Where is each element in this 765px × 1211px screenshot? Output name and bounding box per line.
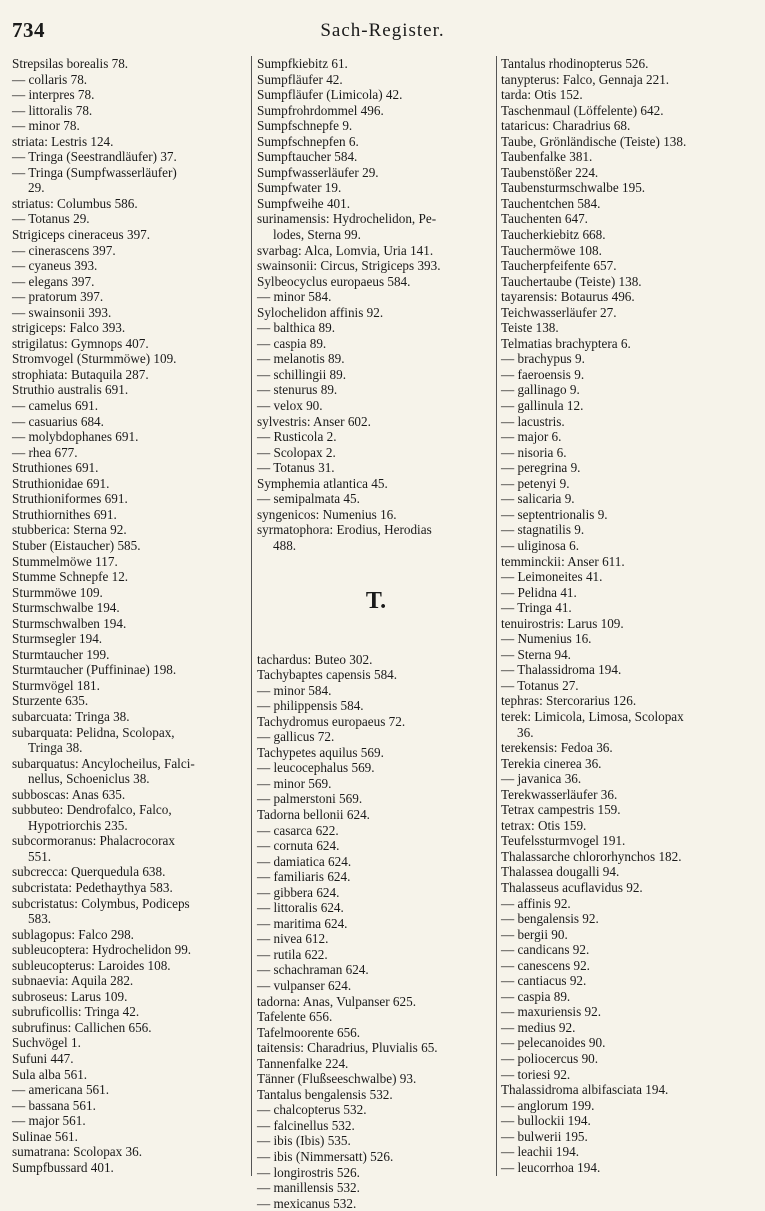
index-entry: — philippensis 584. xyxy=(257,698,364,714)
index-entry: Taucherpfeifente 657. xyxy=(501,258,617,274)
index-entry: — brachypus 9. xyxy=(501,351,585,367)
index-entry: Sturmmöwe 109. xyxy=(12,584,103,600)
index-entry: Stuber (Eistaucher) 585. xyxy=(12,537,141,553)
index-entry: — candicans 92. xyxy=(501,942,590,958)
index-entry-continuation: 551. xyxy=(28,848,52,864)
index-entry: — ibis (Nimmersatt) 526. xyxy=(257,1149,394,1164)
index-entry: Thalassea dougalli 94. xyxy=(501,864,620,880)
index-column-1 xyxy=(12,56,252,1192)
index-entry: — pratorum 397. xyxy=(12,289,104,305)
page-number: 734 xyxy=(12,18,45,42)
section-letter: T. xyxy=(365,587,387,614)
index-entry: Sturmvögel 181. xyxy=(12,677,100,693)
index-entry: Stummelmöwe 117. xyxy=(12,553,118,569)
index-entry: — camelus 691. xyxy=(12,398,99,414)
index-entry: taitensis: Charadrius, Pluvialis 65. xyxy=(257,1040,438,1056)
index-entry: Terekia cinerea 36. xyxy=(501,755,602,771)
index-entry: — maritima 624. xyxy=(257,915,348,931)
index-entry-continuation: Tringa 38. xyxy=(28,740,83,756)
index-entry: — Tringa (Seestrandläufer) 37. xyxy=(12,149,177,165)
index-entry: Tauchentchen 584. xyxy=(501,195,601,211)
index-entry-continuation: nellus, Schoeniclus 38. xyxy=(28,771,150,787)
index-entry: — gallinago 9. xyxy=(501,382,580,398)
index-entry: — bengalensis 92. xyxy=(501,911,599,927)
index-entry: Tachybaptes capensis 584. xyxy=(257,667,398,683)
index-entry: — vulpanser 624. xyxy=(257,977,352,993)
index-entry: Sumpftaucher 584. xyxy=(257,149,358,165)
index-entry: — longirostris 526. xyxy=(257,1164,360,1180)
index-entry: — poliocercus 90. xyxy=(501,1051,599,1066)
index-entry: — schillingii 89. xyxy=(257,366,347,382)
index-entry: — leachii 194. xyxy=(501,1144,580,1160)
index-entry: — semipalmata 45. xyxy=(257,491,360,507)
index-column-2 xyxy=(257,56,495,1211)
index-entry: tanypterus: Falco, Gennaja 221. xyxy=(501,71,670,87)
index-entry: — uliginosa 6. xyxy=(501,537,580,553)
index-entry: Tauchertaube (Teiste) 138. xyxy=(501,273,642,289)
index-entry: — Numenius 16. xyxy=(501,631,592,647)
index-entry: — cornuta 624. xyxy=(257,838,340,854)
index-entry: Tannenfalke 224. xyxy=(257,1055,349,1071)
index-entry: striatus: Columbus 586. xyxy=(12,195,138,211)
index-entry: — gibbera 624. xyxy=(257,884,340,900)
index-entry: Teiste 138. xyxy=(501,320,559,336)
index-entry: sylvestris: Anser 602. xyxy=(257,413,371,429)
index-entry: Sturzente 635. xyxy=(12,693,89,709)
index-entry: — bullockii 194. xyxy=(501,1113,591,1129)
index-entry: — canescens 92. xyxy=(501,957,590,973)
index-entry: — Leimoneites 41. xyxy=(501,569,603,585)
running-head: Sach-Register. xyxy=(320,20,445,41)
index-entry: — leucocephalus 569. xyxy=(257,760,375,776)
index-entry: — stenurus 89. xyxy=(257,382,338,398)
index-entry: Sturmtaucher (Puffininae) 198. xyxy=(12,662,177,678)
index-entry: — nisoria 6. xyxy=(501,444,567,460)
index-entry: — caspia 89. xyxy=(257,335,327,351)
index-entry: Symphemia atlantica 45. xyxy=(257,475,388,491)
index-entry: Struthiornithes 691. xyxy=(12,506,117,522)
index-entry: — minor 584. xyxy=(257,289,332,305)
index-entry: — Rusticola 2. xyxy=(257,429,337,445)
index-entry: Sula alba 561. xyxy=(12,1066,88,1082)
index-entry: Struthionidae 691. xyxy=(12,475,110,491)
index-entry: tarda: Otis 152. xyxy=(501,87,583,103)
index-entry: Stumme Schnepfe 12. xyxy=(12,569,129,585)
index-entry: subcormoranus: Phalacrocorax xyxy=(12,833,175,849)
index-entry: Struthio australis 691. xyxy=(12,382,129,398)
index-entry: — falcinellus 532. xyxy=(257,1117,355,1133)
index-entry: strigilatus: Gymnops 407. xyxy=(12,335,149,351)
index-entry: Taschenmaul (Löffelente) 642. xyxy=(501,102,664,118)
index-entry-continuation: 488. xyxy=(273,537,297,553)
index-entry: subboscas: Anas 635. xyxy=(12,786,126,802)
index-entry: — petenyi 9. xyxy=(501,475,570,491)
index-entry: Tachypetes aquilus 569. xyxy=(257,744,384,760)
index-entry: — javanica 36. xyxy=(501,771,582,787)
index-entry: — minor 78. xyxy=(12,118,80,134)
index-entry: Sumpfläufer (Limicola) 42. xyxy=(257,87,403,103)
index-entry-continuation: 29. xyxy=(28,180,45,196)
index-entry: sublagopus: Falco 298. xyxy=(12,926,134,942)
index-entry: tayarensis: Botaurus 496. xyxy=(501,289,635,305)
index-entry: Thalassidroma albifasciata 194. xyxy=(501,1082,669,1098)
index-entry-continuation: Hypotriorchis 235. xyxy=(28,817,128,833)
index-entry: — bassana 561. xyxy=(12,1097,96,1113)
index-entry: subarquata: Pelidna, Scolopax, xyxy=(12,724,175,740)
index-entry: — rutila 622. xyxy=(257,946,328,962)
index-entry: — Totanus 29. xyxy=(12,211,90,227)
index-entry: Sumpfschnepfe 9. xyxy=(257,118,353,134)
column-divider xyxy=(496,56,497,1176)
index-entry: — collaris 78. xyxy=(12,71,88,87)
index-entry: Tafelente 656. xyxy=(257,1009,333,1025)
index-entry: — elegans 397. xyxy=(12,273,95,289)
index-entry: — leucorrhoa 194. xyxy=(501,1159,601,1175)
index-entry: Sumpfrohrdommel 496. xyxy=(257,102,384,118)
index-entry: Sumpfweihe 401. xyxy=(257,195,351,211)
index-entry: Taubenfalke 381. xyxy=(501,149,593,165)
index-entry: tenuirostris: Larus 109. xyxy=(501,615,624,631)
index-entry: sumatrana: Scolopax 36. xyxy=(12,1144,143,1160)
index-entry: Strigiceps cineraceus 397. xyxy=(12,227,151,243)
index-entry: subbuteo: Dendrofalco, Falco, xyxy=(12,802,172,818)
index-entry: — maxuriensis 92. xyxy=(501,1004,601,1020)
index-entry: — caspia 89. xyxy=(501,988,571,1004)
index-entry: Tadorna bellonii 624. xyxy=(257,806,370,822)
index-entry: syrmatophora: Erodius, Herodias xyxy=(257,522,432,538)
index-entry: — Sterna 94. xyxy=(501,646,571,662)
index-entry: — gallinula 12. xyxy=(501,398,584,414)
index-entry: — casuarius 684. xyxy=(12,413,104,429)
index-entry: — Scolopax 2. xyxy=(257,444,336,460)
index-entry: strophiata: Butaquila 287. xyxy=(12,366,149,382)
index-entry: subroseus: Larus 109. xyxy=(12,988,128,1004)
index-entry: — balthica 89. xyxy=(257,320,336,336)
index-entry: — cinerascens 397. xyxy=(12,242,116,258)
index-entry: — Pelidna 41. xyxy=(501,584,577,600)
index-entry: Teufelssturmvogel 191. xyxy=(501,833,626,849)
index-entry: svarbag: Alca, Lomvia, Uria 141. xyxy=(257,242,434,258)
index-entry: — stagnatilis 9. xyxy=(501,522,585,538)
index-entry: Sulinae 561. xyxy=(12,1128,78,1144)
index-entry: subcristata: Pedethaythya 583. xyxy=(12,879,173,895)
index-entry: — Tringa 41. xyxy=(501,600,572,616)
index-entry: subarcuata: Tringa 38. xyxy=(12,708,130,724)
index-entry: — faeroensis 9. xyxy=(501,366,585,382)
index-entry: subruficollis: Tringa 42. xyxy=(12,1004,140,1020)
index-entry: — littoralis 78. xyxy=(12,102,93,118)
index-entry: Taubensturmschwalbe 195. xyxy=(501,180,646,196)
index-entry: Tetrax campestris 159. xyxy=(501,802,621,818)
index-entry-continuation: lodes, Sterna 99. xyxy=(273,227,361,243)
index-entry: — salicaria 9. xyxy=(501,491,575,507)
index-entry: — chalcopterus 532. xyxy=(257,1102,367,1118)
index-entry: terek: Limicola, Limosa, Scolopax xyxy=(501,708,684,724)
index-entry: tataricus: Charadrius 68. xyxy=(501,118,631,134)
index-entry: Tänner (Flußseeschwalbe) 93. xyxy=(257,1071,417,1087)
index-entry: Suchvögel 1. xyxy=(12,1035,81,1051)
index-entry: — damiatica 624. xyxy=(257,853,352,869)
index-entry: Tauchenten 647. xyxy=(501,211,588,227)
index-entry: — anglorum 199. xyxy=(501,1097,595,1113)
index-entry: — bulwerii 195. xyxy=(501,1128,588,1144)
index-entry: Tantalus rhodinopterus 526. xyxy=(501,56,649,71)
index-entry: — cantiacus 92. xyxy=(501,973,587,989)
index-entry: Taucherkiebitz 668. xyxy=(501,227,606,243)
index-entry: Struthioniformes 691. xyxy=(12,491,128,507)
index-entry: Sumpfwasserläufer 29. xyxy=(257,164,379,180)
index-column-3 xyxy=(501,56,759,1192)
page-header xyxy=(0,18,765,48)
index-entry: — swainsonii 393. xyxy=(12,304,112,320)
index-entry: Sufuni 447. xyxy=(12,1051,74,1066)
index-entry: Sumpfschnepfen 6. xyxy=(257,133,359,149)
index-entry: subrufinus: Callichen 656. xyxy=(12,1019,152,1035)
index-entry: surinamensis: Hydrochelidon, Pe- xyxy=(257,211,437,227)
index-entry: — mexicanus 532. xyxy=(257,1195,357,1211)
index-entry: Sturmsegler 194. xyxy=(12,631,103,647)
index-entry: Sylochelidon affinis 92. xyxy=(257,304,384,320)
index-entry: subcrecca: Querquedula 638. xyxy=(12,864,166,880)
index-entry: — affinis 92. xyxy=(501,895,571,911)
index-entry: terekensis: Fedoa 36. xyxy=(501,740,613,756)
index-entry: — gallicus 72. xyxy=(257,729,335,745)
index-entry: Telmatias brachyptera 6. xyxy=(501,335,631,351)
index-entry: — minor 569. xyxy=(257,775,332,791)
index-entry: — manillensis 532. xyxy=(257,1180,360,1196)
index-entry: — lacustris. xyxy=(501,413,565,429)
index-entry: subleucopterus: Laroides 108. xyxy=(12,957,171,973)
index-entry: subnaevia: Aquila 282. xyxy=(12,973,134,989)
index-entry: subarquatus: Ancylocheilus, Falci- xyxy=(12,755,195,771)
index-entry: — cyaneus 393. xyxy=(12,258,98,274)
index-entry: — minor 584. xyxy=(257,682,332,698)
index-entry: — bergii 90. xyxy=(501,926,568,942)
index-entry: Sumpfläufer 42. xyxy=(257,71,343,87)
index-entry: Sturmtaucher 199. xyxy=(12,646,110,662)
index-entry: — septentrionalis 9. xyxy=(501,506,608,522)
index-entry: — Tringa (Sumpfwasserläufer) xyxy=(12,164,177,180)
index-entry: — Totanus 31. xyxy=(257,460,335,476)
index-entry: — molybdophanes 691. xyxy=(12,429,139,445)
index-entry: — major 6. xyxy=(501,429,562,445)
index-entry: Strepsilas borealis 78. xyxy=(12,56,129,71)
index-entry: Sumpfwater 19. xyxy=(257,180,342,196)
index-entry: Tafelmoorente 656. xyxy=(257,1024,361,1040)
index-entry: Sturmschwalben 194. xyxy=(12,615,127,631)
index-entry: tetrax: Otis 159. xyxy=(501,817,587,833)
index-entry: swainsonii: Circus, Strigiceps 393. xyxy=(257,258,441,274)
index-entry: Sumpfbussard 401. xyxy=(12,1159,114,1175)
index-entry: — palmerstoni 569. xyxy=(257,791,363,807)
index-entry: Sylbeocyclus europaeus 584. xyxy=(257,273,411,289)
index-entry: subcristatus: Colymbus, Podiceps xyxy=(12,895,190,911)
index-entry-continuation: 36. xyxy=(517,724,534,740)
index-entry: — americana 561. xyxy=(12,1082,110,1098)
index-entry: Sturmschwalbe 194. xyxy=(12,600,120,616)
index-entry: tachardus: Buteo 302. xyxy=(257,651,373,667)
index-entry: Tachydromus europaeus 72. xyxy=(257,713,406,729)
index-entry: — velox 90. xyxy=(257,398,323,414)
index-entry: temminckii: Anser 611. xyxy=(501,553,625,569)
index-entry: — pelecanoides 90. xyxy=(501,1035,606,1051)
index-entry: — rhea 677. xyxy=(12,444,78,460)
index-entry: Taubenstößer 224. xyxy=(501,164,599,180)
index-entry: Taube, Grönländische (Teiste) 138. xyxy=(501,133,687,149)
index-entry: Thalasseus acuflavidus 92. xyxy=(501,879,643,895)
index-entry: syngenicos: Numenius 16. xyxy=(257,506,397,522)
index-entry: stubberica: Sterna 92. xyxy=(12,522,127,538)
index-entry: — peregrina 9. xyxy=(501,460,581,476)
index-entry: — casarca 622. xyxy=(257,822,339,838)
index-entry: Tauchermöwe 108. xyxy=(501,242,602,258)
index-entry: strigiceps: Falco 393. xyxy=(12,320,126,336)
index-entry: — melanotis 89. xyxy=(257,351,345,367)
index-entry: tadorna: Anas, Vulpanser 625. xyxy=(257,993,417,1009)
index-entry: tephras: Stercorarius 126. xyxy=(501,693,637,709)
index-entry: — schachraman 624. xyxy=(257,962,369,978)
index-entry: striata: Lestris 124. xyxy=(12,133,114,149)
index-entry: — Thalassidroma 194. xyxy=(501,662,622,678)
index-entry: Tantalus bengalensis 532. xyxy=(257,1086,393,1102)
index-entry: — medius 92. xyxy=(501,1019,576,1035)
index-entry: Thalassarche chlororhynchos 182. xyxy=(501,848,682,864)
index-entry: Stromvogel (Sturmmöwe) 109. xyxy=(12,351,177,367)
index-entry-continuation: 583. xyxy=(28,911,52,927)
index-entry: — nivea 612. xyxy=(257,931,329,947)
index-entry: — toriesi 92. xyxy=(501,1066,571,1082)
index-entry: — interpres 78. xyxy=(12,87,95,103)
index-entry: Sumpfkiebitz 61. xyxy=(257,56,348,71)
index-entry: — Totanus 27. xyxy=(501,677,579,693)
index-entry: — ibis (Ibis) 535. xyxy=(257,1133,351,1149)
index-entry: — familiaris 624. xyxy=(257,869,351,885)
index-entry: subleucoptera: Hydrochelidon 99. xyxy=(12,942,192,958)
index-entry: Teichwasserläufer 27. xyxy=(501,304,617,320)
index-entry: Terekwasserläufer 36. xyxy=(501,786,618,802)
index-entry: — major 561. xyxy=(12,1113,86,1129)
index-entry: Struthiones 691. xyxy=(12,460,99,476)
index-entry: — littoralis 624. xyxy=(257,900,344,916)
